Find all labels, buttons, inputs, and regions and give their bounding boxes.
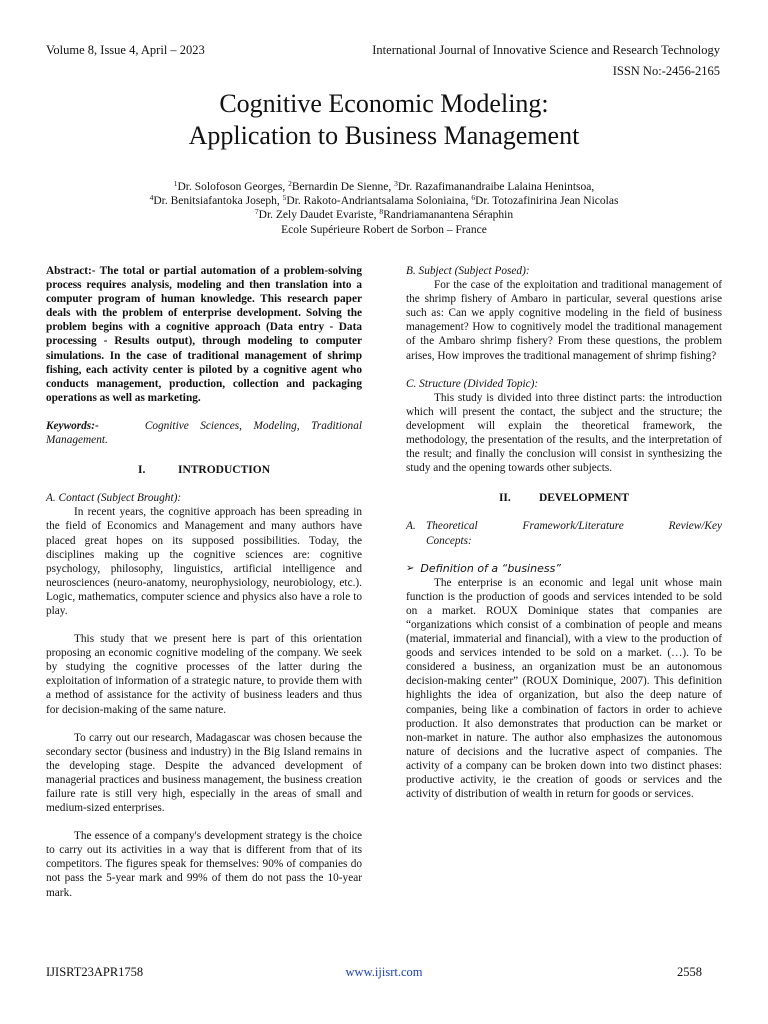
author-name: Dr. Rakoto-Andriantsalama Soloniaina, <box>286 195 472 208</box>
affiliation: Ecole Supérieure Robert de Sorbon – France <box>281 223 487 236</box>
author-name: Dr. Razafimanandraibe Lalaina Henintsoa, <box>397 181 595 193</box>
footer-page-number: 2558 <box>677 965 702 979</box>
author-name: Dr. Totozafinirina Jean Nicolas <box>475 195 619 208</box>
author-sup: 7 <box>254 207 259 217</box>
keywords-text: Cognitive Sciences, Modeling, Traditional Management. <box>46 419 362 447</box>
abstract: Abstract:- The total or partial automation of a problem-solving process requires analysis, modeling and then translation into a computer program of human knowledge. This research paper deals with the problem of enterprise development. Solving the problem begins with a cognitive approach (Data entry - Data processing - Results output), through modeling to computer simulations. In the case of traditional management of shrimp fishing, each activity center is piloted by a cognitive agent who conducts management, production, collection and packaging operations as well as marketing. <box>46 265 362 404</box>
author-name: Bernardin De Sienne, <box>291 181 395 193</box>
section-number: II. <box>498 492 511 505</box>
heading-word: Review/Key <box>668 520 722 533</box>
author-name: Dr. Benitsiafantoka Joseph, <box>153 195 283 208</box>
author-block <box>0 180 768 237</box>
bullet-title: Definition of a “business” <box>420 561 562 575</box>
paragraph: For the case of the exploitation and traditional management of the shrimp fishery of Ambaro in particular, several questions arise such as: Can we apply cognitive modeling in the field of business management? How to cognitively model the traditional management of the Ambaro shrimp fishery? From these questions, the problem arises, How improves the traditional management of shrimp fishing? <box>406 279 722 362</box>
paragraph: The essence of a company's development strategy is the choice to carry out its activities in a way that is different from that of its competitors. The figures speak for themselves: 90% of companies do not pass the 5-year mark and 99% of them do not pass the 10-year mark. <box>46 830 362 899</box>
heading-word: Framework/Literature <box>522 520 624 533</box>
heading-word: Theoretical <box>426 520 478 533</box>
author-sup: 3 <box>394 179 398 188</box>
header-journal: International Journal of Innovative Science and Research Technology <box>372 43 720 57</box>
theoretical-framework-heading <box>406 519 722 533</box>
author-sup: 5 <box>282 193 287 203</box>
subsection-a-heading: A. Contact (Subject Brought): <box>46 492 182 505</box>
author-name: Dr. Solofoson Georges, <box>177 181 289 193</box>
author-name: Randriamanantena Séraphin <box>383 209 514 222</box>
right-column <box>406 264 722 801</box>
author-sup: 8 <box>379 207 384 217</box>
paper-title <box>0 88 768 152</box>
arrow-bullet-icon: ➢ <box>406 562 415 574</box>
heading-words <box>426 519 722 533</box>
left-column <box>46 264 362 900</box>
section-number: I. <box>137 464 146 477</box>
theoretical-framework-heading-line2: Concepts: <box>426 534 472 547</box>
paragraph: In recent years, the cognitive approach has been spreading in the field of Economics and Management and many authors have placed great hopes on its supposed possibilities. Today, the disciplines making up the cognitive sciences are: cognitive psychology, philosophy, linguistics, artificial intelligence and neurosciences (neuro-anatomy, neurophysiology, neurobiology, etc.). Logic, mathematics, computer science and physics also have a role to play. <box>46 506 362 617</box>
business-definition-heading <box>406 562 722 576</box>
keywords <box>46 419 362 447</box>
subsection-b-heading: B. Subject (Subject Posed): <box>406 265 530 277</box>
authors-line-2 <box>0 194 768 208</box>
paragraph: To carry out our research, Madagascar was chosen because the secondary sector (business and industry) in the Big Island remains in the developing stage. Despite the advanced development of managerial practices and business management, the business creation failure rate is still very high, especially in the areas of small and medium-sized enterprises. <box>46 731 362 815</box>
author-sup: 1 <box>173 179 178 188</box>
title-line-2: Application to Business Management <box>188 121 580 150</box>
author-sup: 6 <box>471 193 476 203</box>
subsection-letter: A. <box>406 520 416 533</box>
authors-line-1 <box>0 180 768 194</box>
author-sup: 2 <box>288 179 292 188</box>
subsection-c-heading: C. Structure (Divided Topic): <box>406 377 539 390</box>
section-title: INTRODUCTION <box>177 464 270 477</box>
paragraph: This study that we present here is part of this orientation proposing an economic cognitive modeling of the company. We seek by studying the cognitive processes of the latter during the exploitation of information of a strategic nature, to provide them with a method of assistance for the activity of business leaders and thus for decision-making of the same nature. <box>46 633 362 716</box>
section-development-heading <box>406 491 722 505</box>
author-name: Dr. Zely Daudet Evariste, <box>258 209 380 222</box>
section-title: DEVELOPMENT <box>538 492 630 505</box>
authors-line-3 <box>0 208 768 222</box>
title-line-1: Cognitive Economic Modeling: <box>219 89 549 118</box>
header-issn: ISSN No:-2456-2165 <box>612 64 720 78</box>
paragraph: This study is divided into three distinct parts: the introduction which will present the contact, the subject and the structure; the development will explain the theoretical framework, the methodology, the presentation of the results, and the interpretation of the result; and finally the conclusion will consist in synthesizing the study and the opening towards other subjects. <box>406 391 722 475</box>
paragraph: The enterprise is an economic and legal unit whose main function is the production of goods and services intended to be sold on a market. ROUX Dominique states that companies are “organizations which consist of a combination of people and means (material, immaterial and financial), with a view to the production of goods and services intended to be sold on a market. (…). To be considered a business, an organization must be an autonomous decision-making center” (ROUX Dominique, 2007). This definition highlights the idea of organization, but also the deep nature of companies, being like a combination of factors in order to achieve production. It also demonstrates that production can be market or non-market in nature. The author also emphasizes the autonomous nature of decisions and the lucrative aspect of companies. The activity of a company can be broken down into two distinct phases: productive activity, ie the creation of goods or services and the activity of distribution of wealth in return for goods or services. <box>406 576 722 801</box>
keywords-label: Keywords:- <box>46 419 99 432</box>
author-sup: 4 <box>149 193 154 203</box>
footer-website-link[interactable]: www.ijisrt.com <box>345 965 423 979</box>
section-introduction-heading <box>46 463 362 477</box>
header-volume: Volume 8, Issue 4, April – 2023 <box>46 43 205 57</box>
footer-paper-code: IJISRT23APR1758 <box>46 965 144 979</box>
